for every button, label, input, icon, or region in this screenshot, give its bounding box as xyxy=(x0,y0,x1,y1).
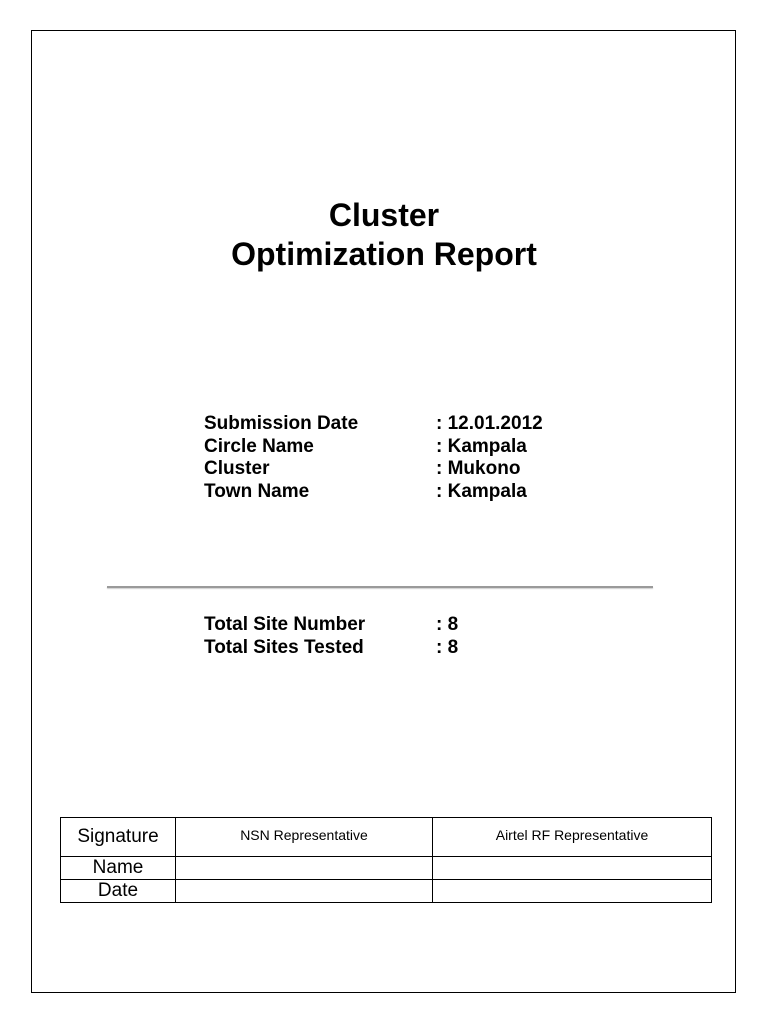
detail-value: : 12.01.2012 xyxy=(436,413,543,434)
detail-label: Circle Name xyxy=(204,435,314,457)
nsn-date-cell[interactable] xyxy=(176,880,433,903)
detail-value: : Kampala xyxy=(436,480,527,502)
detail-label: Town Name xyxy=(204,480,310,502)
signature-header-cell: Signature xyxy=(61,818,176,857)
signature-table xyxy=(60,817,712,903)
detail-value: : Kampala xyxy=(436,435,527,457)
total-value: : 8 xyxy=(436,614,459,635)
airtel-date-cell[interactable] xyxy=(433,880,712,903)
nsn-name-cell[interactable] xyxy=(176,857,433,880)
signature-date-row xyxy=(61,880,712,903)
report-title-line-2: Optimization Report xyxy=(231,236,537,272)
detail-value: : Mukono xyxy=(436,458,521,479)
name-row-label: Name xyxy=(61,857,176,880)
total-value: : 8 xyxy=(436,636,459,658)
signature-name-row xyxy=(61,857,712,880)
detail-label: Submission Date xyxy=(204,413,359,434)
airtel-rf-representative-header: Airtel RF Representative xyxy=(433,818,712,857)
section-divider xyxy=(107,586,653,588)
total-label: Total Sites Tested xyxy=(204,636,364,658)
total-label: Total Site Number xyxy=(204,614,366,635)
report-title-line-1: Cluster xyxy=(328,197,440,233)
date-row-label: Date xyxy=(61,880,176,903)
detail-label: Cluster xyxy=(204,458,270,479)
nsn-representative-header: NSN Representative xyxy=(176,818,433,857)
airtel-name-cell[interactable] xyxy=(433,857,712,880)
signature-header-row xyxy=(61,818,712,857)
